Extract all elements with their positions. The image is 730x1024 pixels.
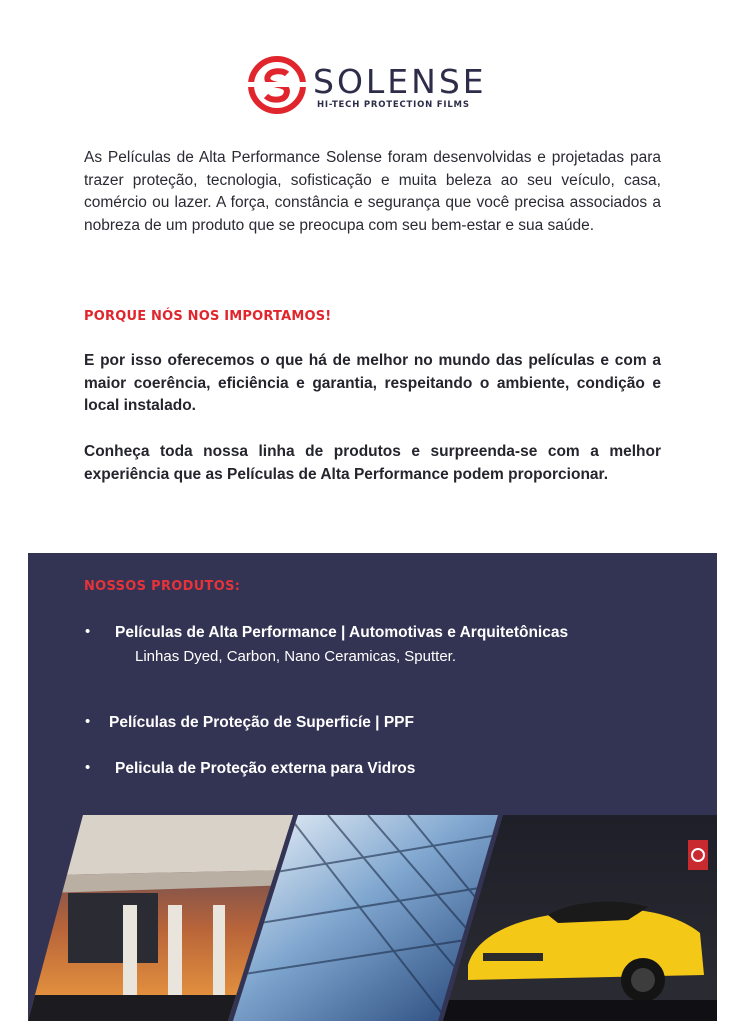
product-item-3: Pelicula de Proteção externa para Vidros bbox=[115, 760, 416, 777]
bullet-3: • bbox=[85, 759, 91, 776]
bullet-1: • bbox=[85, 623, 91, 640]
brand-logo bbox=[247, 55, 507, 117]
product-photos bbox=[28, 815, 717, 1021]
solense-s-circle-logo-icon bbox=[247, 55, 307, 115]
intro-paragraph: As Películas de Alta Performance Solense foram desenvolvidas e projetadas para trazer proteção, tecnologia, sofisticação e muita beleza ao seu veículo, casa, comércio ou lazer. A força, constância e segurança que você precisa associados a nobreza de um produto que se preocupa com seu bem-estar e sua saúde. bbox=[84, 149, 661, 234]
section-subheading: PORQUE NÓS NOS IMPORTAMOS! bbox=[84, 309, 332, 324]
brand-tagline: HI-TECH PROTECTION FILMS bbox=[317, 100, 470, 110]
products-panel bbox=[28, 553, 717, 1021]
product-item-1: Películas de Alta Performance | Automotivas e Arquitetônicas bbox=[115, 624, 569, 641]
product-item-2: Películas de Proteção de Superficíe | PPF bbox=[109, 714, 414, 731]
bold-paragraph-2: Conheça toda nossa linha de produtos e surpreenda-se com a melhor experiência que as Películas de Alta Performance podem proporcionar. bbox=[84, 443, 661, 483]
product-item-1-detail: Linhas Dyed, Carbon, Nano Ceramicas, Sputter. bbox=[135, 648, 456, 665]
bullet-2: • bbox=[85, 713, 91, 730]
brand-name: SOLENSE bbox=[313, 62, 487, 101]
bold-paragraph-1: E por isso oferecemos o que há de melhor no mundo das películas e com a maior coerência, eficiência e garantia, respeitando o ambiente, condição e local instalado. bbox=[84, 352, 661, 414]
products-title: NOSSOS PRODUTOS: bbox=[84, 579, 241, 594]
